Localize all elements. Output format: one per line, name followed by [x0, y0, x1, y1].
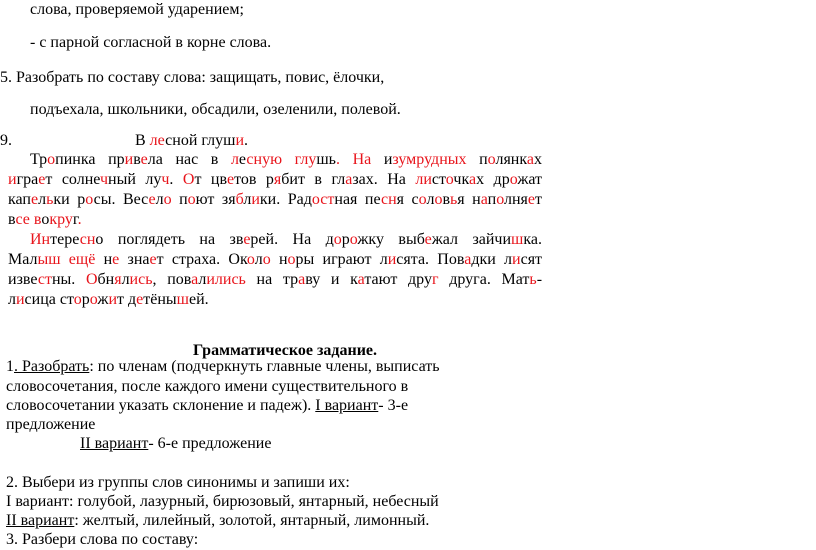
spelling-mark: сную глу — [246, 151, 317, 168]
spelling-mark: е — [527, 191, 535, 208]
spelling-mark: я — [273, 171, 282, 188]
text-segment: н — [270, 251, 288, 268]
text-line: слова, проверяемой ударением; — [30, 1, 244, 18]
text-segment: е — [238, 151, 247, 168]
paragraph-2-line-3 — [8, 270, 542, 290]
grammar-task-3-line-1: 3. Разбери слова по составу: — [6, 531, 199, 548]
spelling-mark: ш — [176, 291, 189, 308]
spelling-mark: а — [357, 271, 365, 288]
grammar-task-1-line-3 — [6, 396, 408, 416]
text-segment: и — [383, 151, 393, 168]
text-segment: зна — [119, 251, 150, 268]
title-part: сной глуш — [165, 132, 236, 149]
text-segment: л — [243, 191, 252, 208]
spelling-mark: ыш — [37, 251, 61, 268]
text-segment: л — [426, 191, 435, 208]
spelling-mark: е — [243, 231, 251, 248]
text-segment: лня — [503, 191, 528, 208]
spelling-mark: а — [468, 171, 477, 188]
text-segment: сят — [520, 251, 543, 268]
spelling-mark: е — [226, 171, 235, 188]
spelling-mark: о — [187, 191, 196, 208]
spelling-mark: а — [345, 171, 353, 188]
text-segment: жку выб — [357, 231, 425, 248]
grammar-task-1-line-5 — [80, 434, 271, 454]
text-segment: я с — [396, 191, 419, 208]
variant-1-label: I вариант — [315, 397, 379, 414]
spelling-mark: е — [30, 191, 39, 208]
spelling-mark: о — [287, 251, 296, 268]
task-text: - 6-е предложение — [148, 435, 272, 452]
text-segment: жат — [517, 171, 543, 188]
text-segment: дки л — [471, 251, 513, 268]
text-segment: тают дру — [364, 271, 432, 288]
spelling-mark: ись — [129, 271, 153, 288]
text-segment: лянк — [495, 151, 527, 168]
spelling-mark: и — [8, 171, 17, 188]
spelling-mark: л — [149, 132, 158, 149]
grammar-task-1-line-4: предложение — [6, 416, 96, 433]
text-segment: т солне — [45, 171, 100, 188]
text-segment: ны. — [51, 271, 86, 288]
paragraph-2-line-1 — [30, 230, 542, 250]
task-verb: . Разобрать — [14, 358, 90, 375]
text-segment: , пов — [152, 271, 192, 288]
text-segment: п — [487, 191, 497, 208]
grammar-task-2-line-3 — [6, 511, 429, 531]
spelling-mark: г — [431, 271, 439, 288]
spelling-mark: о — [434, 191, 443, 208]
text-segment: сята. Пов — [396, 251, 465, 268]
spelling-mark: о — [73, 291, 82, 308]
text-segment: ка. — [523, 231, 543, 248]
text-segment: жал зайчи — [431, 231, 512, 248]
text-segment: я н — [457, 191, 481, 208]
text-segment: л — [155, 191, 164, 208]
text-segment: п — [479, 151, 488, 168]
text-segment: л — [8, 291, 16, 308]
task-text: : желтый, лилейный, золотой, янтарный, лимонный. — [74, 512, 430, 529]
spelling-mark: о — [487, 151, 496, 168]
text-segment: в — [133, 151, 141, 168]
text-segment: ры играют л — [295, 251, 388, 268]
spelling-mark: ст — [37, 271, 52, 288]
spelling-mark: о — [311, 191, 321, 208]
variant-2-label: II вариант — [80, 435, 149, 452]
text-segment: в — [8, 211, 16, 228]
text-segment: бн — [97, 271, 115, 288]
text-segment: т цв — [194, 171, 227, 188]
spelling-mark: кру — [49, 211, 73, 228]
text-segment: Тр — [30, 151, 48, 168]
text-segment: тов р — [234, 171, 274, 188]
spelling-mark: зумрудных — [392, 151, 480, 168]
text-segment: зах. На — [352, 171, 416, 188]
text-segment: кап — [8, 191, 31, 208]
spelling-mark: се в — [15, 211, 42, 228]
task-text: : по членам (подчеркнуть главные члены, выписать — [89, 358, 440, 375]
spelling-mark: е — [112, 251, 120, 268]
text-segment: тёны — [143, 291, 177, 308]
spelling-mark: О — [182, 171, 195, 188]
text-segment: пинка пр — [55, 151, 125, 168]
text-segment: сица ст — [24, 291, 74, 308]
text-segment: о — [41, 211, 50, 228]
spelling-mark: о — [445, 171, 454, 188]
text-segment: ву и к — [305, 271, 358, 288]
spelling-mark: а — [480, 191, 488, 208]
text-segment: на тр — [245, 271, 299, 288]
text-segment: - — [536, 271, 543, 288]
variant-2-label: II вариант — [6, 512, 75, 529]
spelling-mark: о — [246, 251, 255, 268]
spelling-mark: е — [136, 291, 144, 308]
spelling-mark: ились — [206, 271, 246, 288]
text-segment: т — [535, 191, 542, 208]
spelling-mark: о — [85, 191, 94, 208]
spelling-mark: . На — [335, 151, 384, 168]
text-segment: ют зя — [195, 191, 236, 208]
spelling-mark: ст — [320, 191, 335, 208]
text-segment: р — [81, 291, 90, 308]
spelling-mark: о — [496, 191, 504, 208]
spelling-mark: а — [464, 251, 472, 268]
text-segment: ный лу — [108, 171, 162, 188]
spelling-mark: . — [77, 211, 82, 228]
text-segment: р — [341, 231, 350, 248]
text-segment: изве — [8, 271, 38, 288]
spelling-mark: л — [230, 151, 239, 168]
spelling-mark: о — [509, 171, 518, 188]
text-segment: сы. Вес — [93, 191, 149, 208]
spelling-mark: е — [148, 191, 156, 208]
spelling-mark: ещё — [68, 251, 96, 268]
task-text: - 3-е — [378, 397, 409, 414]
text-segment: г — [72, 211, 78, 228]
text-segment: шь — [316, 151, 336, 168]
text-segment: . — [169, 171, 183, 188]
text-segment: л — [198, 271, 207, 288]
task-5-line-2: подъехала, школьники, обсадили, озеленили, полевой. — [30, 101, 401, 118]
spelling-mark: о — [262, 251, 271, 268]
spelling-mark: а — [298, 271, 306, 288]
spelling-mark: и — [108, 291, 117, 308]
spelling-mark: е — [38, 171, 46, 188]
spelling-mark: о — [47, 151, 56, 168]
text-segment: ла нас в — [147, 151, 231, 168]
spelling-mark: ли — [415, 171, 432, 188]
text-line: - с парной согласной в корне слова. — [30, 34, 272, 51]
spelling-mark: ч — [99, 171, 109, 188]
text-segment: т д — [117, 291, 137, 308]
spelling-mark: о — [163, 191, 172, 208]
grammar-heading: Грамматическое задание. — [193, 342, 378, 359]
text-segment: х — [534, 151, 542, 168]
paragraph-1-line-2 — [8, 170, 542, 190]
text-segment: п — [171, 191, 188, 208]
spelling-mark: о — [418, 191, 427, 208]
text-segment: чк — [453, 171, 469, 188]
spelling-mark: е — [424, 231, 432, 248]
spelling-mark: ь — [529, 271, 537, 288]
paragraph-1-line-4 — [8, 210, 82, 230]
spelling-mark: а — [526, 151, 534, 168]
task-5-line-1: 5. Разобрать по составу слова: защищать, повис, ёлочки, — [0, 69, 385, 86]
text-segment: ки р — [53, 191, 86, 208]
grammar-task-2-line-2: I вариант: голубой, лазурный, бирюзовый, янтарный, небесный — [6, 493, 439, 510]
spelling-mark: и — [512, 251, 521, 268]
paragraph-2-line-2 — [8, 250, 542, 270]
spelling-mark: я — [114, 271, 122, 288]
text-segment: в — [442, 191, 450, 208]
text-segment: рей. На д — [250, 231, 334, 248]
dictation-title — [135, 131, 248, 151]
spelling-mark: е — [140, 151, 148, 168]
grammar-task-2-line-1: 2. Выбери из группы слов синонимы и запиши их: — [6, 474, 350, 491]
text-segment: Мал — [8, 251, 38, 268]
spelling-mark: и — [15, 291, 25, 308]
paragraph-2-line-4 — [8, 290, 209, 310]
text-segment: ж — [97, 291, 109, 308]
spelling-mark: и — [387, 251, 397, 268]
text-segment: друга. Мат — [438, 271, 530, 288]
text-segment: х др — [476, 171, 510, 188]
text-segment: т страха. Ок — [156, 251, 247, 268]
task-text: словосочетании указать склонение и падеж). — [6, 397, 316, 414]
spelling-mark: сн — [79, 231, 96, 248]
spelling-mark: е — [149, 251, 157, 268]
paragraph-1-line-1 — [30, 150, 542, 170]
spelling-mark: О — [85, 271, 98, 288]
spelling-mark: ь — [46, 191, 54, 208]
text-segment: л — [38, 191, 47, 208]
spelling-mark: о — [333, 231, 342, 248]
title-part: . — [244, 132, 248, 149]
text-segment: ст — [431, 171, 446, 188]
spelling-mark: о — [89, 291, 98, 308]
text-segment: л — [254, 251, 263, 268]
title-part: В — [135, 132, 150, 149]
text-segment: тере — [50, 231, 80, 248]
spelling-mark: и — [124, 151, 134, 168]
spelling-mark: б — [235, 191, 244, 208]
dictation-number: 9. — [0, 132, 12, 149]
text-segment: гра — [16, 171, 39, 188]
spelling-mark: и — [235, 132, 244, 149]
paragraph-1-line-3 — [8, 190, 542, 210]
spelling-mark: и — [251, 191, 260, 208]
spelling-mark: ч — [161, 171, 170, 188]
text-segment: о поглядеть на зв — [95, 231, 244, 248]
spelling-mark: о — [349, 231, 358, 248]
text-segment: ная пе — [334, 191, 381, 208]
spelling-mark: а — [191, 271, 199, 288]
grammar-task-1-line-1 — [6, 357, 440, 377]
text-segment — [61, 251, 69, 268]
text-segment: бит в гл — [281, 171, 346, 188]
spelling-mark: Ин — [30, 231, 51, 248]
grammar-task-1-line-2: словосочетания, после каждого имени существительного в — [6, 378, 409, 395]
spelling-mark: ш — [511, 231, 524, 248]
task-number: 1 — [6, 358, 14, 375]
spelling-mark: е — [157, 132, 166, 149]
spelling-mark: ь — [450, 191, 458, 208]
text-segment: н — [95, 251, 113, 268]
text-segment: ки. Рад — [259, 191, 312, 208]
text-segment: ей. — [188, 291, 209, 308]
spelling-mark: сн — [381, 191, 397, 208]
text-segment: л — [121, 271, 130, 288]
